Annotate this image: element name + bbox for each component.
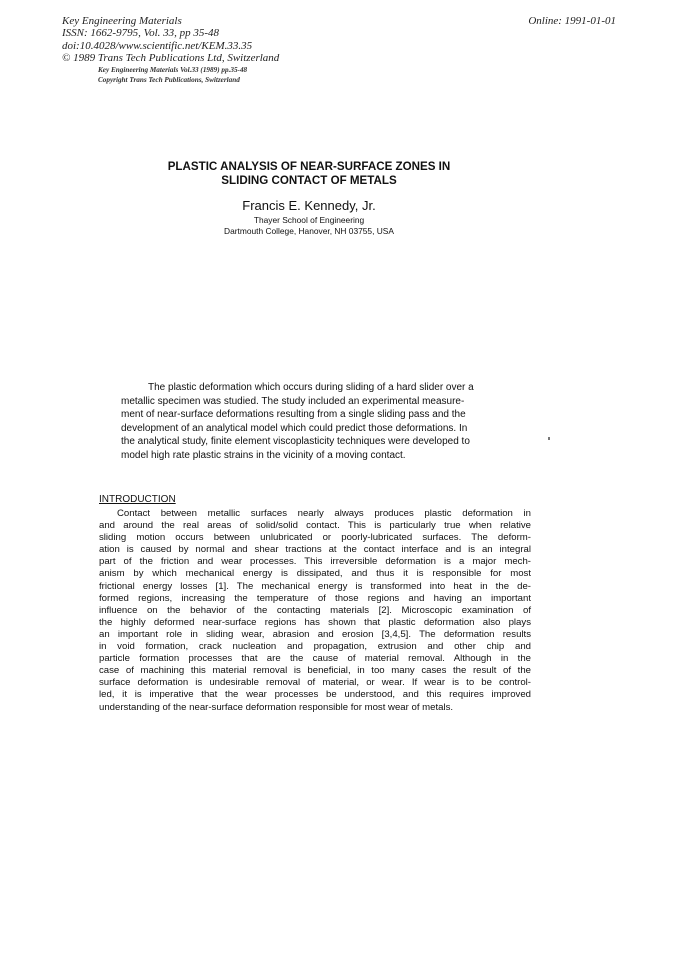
copyright-line: © 1989 Trans Tech Publications Ltd, Switzerland (62, 52, 280, 65)
body-line: particle formation processes that are the cause of material removal. Although in the (99, 653, 531, 665)
body-line: case of machining this material removal is beneficial, in too many cases the result of the (99, 665, 531, 677)
body-line: surface deformation is undesirable removal of material, or wear. If wear is to be control- (99, 677, 531, 689)
abstract-line: metallic specimen was studied. The study included an experimental measure- (121, 395, 465, 407)
body-line: anism by which mechanical energy is dissipated, and thus it is responsible for most (99, 568, 531, 580)
body-line: understanding of the near-surface deformation responsible for most wear of metals. (99, 701, 454, 713)
section-heading-introduction: INTRODUCTION (99, 494, 176, 505)
title-line-2: SLIDING CONTACT OF METALS (221, 174, 397, 187)
body-line: influence on the behavior of the contacting materials [2]. Microscopic examination of (99, 604, 531, 616)
scanned-header (98, 65, 247, 85)
body-line: formed regions, increasing the temperature of those regions and having an important (99, 592, 531, 604)
abstract-line: model high rate plastic strains in the vicinity of a moving contact. (121, 449, 406, 461)
introduction-body (99, 508, 531, 714)
paper-title (110, 160, 508, 188)
author-affiliation (110, 215, 508, 237)
abstract-line: development of an analytical model which could predict those deformations. In (121, 422, 468, 434)
abstract-line: the analytical study, finite element viscoplasticity techniques were developed to (121, 436, 470, 448)
citation-header (62, 15, 279, 65)
body-line: frictional energy losses [1]. The mechanical energy is transformed into heat in the de- (99, 580, 531, 592)
scanned-header-line-1: Key Engineering Materials Vol.33 (1989) pp.35-48 (98, 66, 248, 74)
abstract (121, 381, 514, 463)
affiliation-line-2: Dartmouth College, Hanover, NH 03755, USA (224, 226, 394, 236)
body-line: led, it is imperative that the wear processes be understood, and this requires improved (99, 689, 531, 701)
body-line: the highly deformed near-surface regions has shown that plastic deformation also plays (99, 616, 531, 628)
body-line: sliding motion occurs between unlubricated or poorly-lubricated surfaces. The deform- (99, 532, 531, 544)
scanned-header-line-2: Copyright Trans Tech Publications, Switzerland (98, 76, 240, 84)
body-line: Contact between metallic surfaces nearly always produces plastic deformation in (117, 508, 531, 519)
scan-speck (548, 437, 550, 440)
body-line: part of the friction and wear processes. This irreversible deformation is a major mech- (99, 556, 531, 568)
affiliation-line-1: Thayer School of Engineering (253, 215, 365, 225)
body-line: in void formation, crack nucleation and propagation, extrusion and other chip and (99, 641, 531, 653)
body-line: and around the real areas of solid/solid contact. This is particularly true when relative (99, 520, 531, 532)
abstract-line: The plastic deformation which occurs during sliding of a hard slider over a (148, 382, 474, 393)
body-line: ation is caused by normal and shear tractions at the contact interface and is an integral (99, 544, 531, 556)
journal-name: Key Engineering Materials (62, 15, 182, 27)
abstract-line: ment of near-surface deformations resulting from a single sliding pass and the (121, 409, 466, 421)
doi-line: doi:10.4028/www.scientific.net/KEM.33.35 (62, 39, 253, 52)
author-name: Francis E. Kennedy, Jr. (242, 198, 376, 213)
title-line-1: PLASTIC ANALYSIS OF NEAR-SURFACE ZONES IN (167, 160, 451, 173)
online-date: Online: 1991-01-01 (528, 15, 616, 27)
issn-line: ISSN: 1662-9795, Vol. 33, pp 35-48 (62, 27, 220, 40)
body-line: an important role in sliding wear, abrasion and erosion [3,4,5]. The deformation results (99, 628, 531, 640)
